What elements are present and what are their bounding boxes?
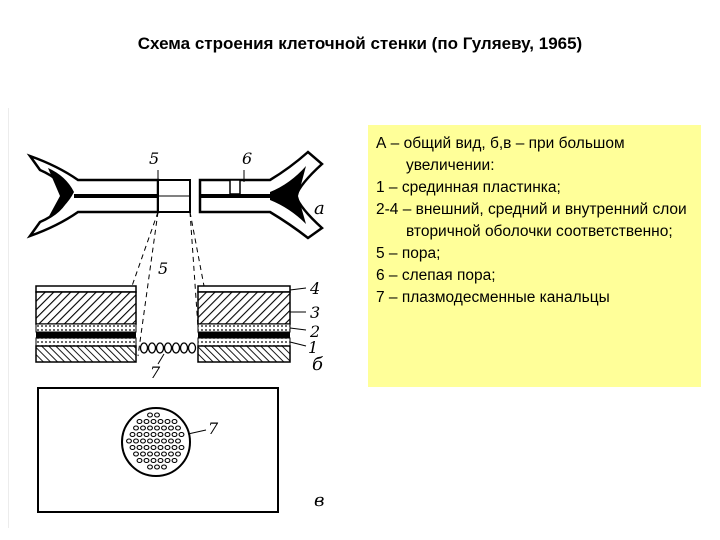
plasmodesma-hole [137,459,142,463]
plasmodesma-hole [172,446,177,450]
plasmodesma-hole [165,420,170,424]
plasmodesma-hole [151,446,156,450]
label-5-mid: 5 [158,259,169,278]
plasmodesma-hole [137,433,142,437]
plasmodesma-hole [134,426,139,430]
pore-face-view [38,388,278,512]
plasmodesma-hole [176,439,181,443]
plasmodesmata-channels [141,343,196,353]
legend-item-a: А – общий вид, б,в – при большом увеличении: [376,135,625,174]
plasmodesma-hole [130,446,135,450]
plasmodesma-hole [151,433,156,437]
plasmodesma-hole [176,452,181,456]
label-a: а [314,198,325,219]
plasmodesma-hole [162,426,167,430]
plasmodesma-hole [169,439,174,443]
plasmodesma-hole [169,452,174,456]
plasmodesma-hole [137,446,142,450]
plasmodesma-hole [148,452,153,456]
plasmodesma-hole [155,439,160,443]
legend-item-1: 1 – срединная пластинка; [376,179,561,196]
plasmodesma-hole [179,433,184,437]
label-b: б [312,354,323,375]
plasmodesma-hole [148,439,153,443]
plasmodesma-hole [165,459,170,463]
plasmodesma-hole [155,413,160,417]
label-7-mid: 7 [150,363,161,382]
plasmodesma-hole [141,452,146,456]
legend-item-6: 6 – слепая пора; [376,267,496,284]
legend-item-2-4: 2-4 – внешний, средний и внутренний слои вторичной оболочки соответственно; [376,201,687,240]
plasmodesma-hole [176,426,181,430]
slide-title: Схема строения клеточной стенки (по Гуляеву, 1965) [137,34,583,53]
label-3: 3 [310,303,321,322]
plasmodesma-hole [155,426,160,430]
label-7-bottom: 7 [208,419,219,438]
plasmodesma-hole [165,433,170,437]
plasmodesma-hole [158,433,163,437]
plasmodesma-hole [144,446,149,450]
plasmodesma-hole [137,420,142,424]
plasmodesma-hole [169,426,174,430]
plasmodesma-hole [130,433,135,437]
plasmodesma-hole [172,433,177,437]
plasmodesma-hole [134,452,139,456]
plasmodesma-hole [155,465,160,469]
plasmodesma-hole [148,426,153,430]
label-4: 4 [310,279,321,298]
legend-box [368,125,701,387]
label-1: 1 [308,338,319,357]
plasmodesma-hole [179,446,184,450]
cell-wall-figure [8,108,363,528]
plasmodesma-hole [158,459,163,463]
plasmodesma-hole [172,459,177,463]
plasmodesma-hole [162,452,167,456]
label-5-top: 5 [149,149,160,168]
plasmodesma-hole [162,439,167,443]
plasmodesma-hole [144,433,149,437]
plasmodesma-hole [141,439,146,443]
label-2: 2 [310,322,321,341]
plasmodesma-hole [155,452,160,456]
plasmodesma-hole [172,420,177,424]
plasmodesma-hole [148,465,153,469]
plasmodesma-hole [158,446,163,450]
wall-general-view [30,152,322,238]
projection-lines [132,212,204,356]
plasmodesma-hole [134,439,139,443]
plasmodesma-hole [165,446,170,450]
plasmodesma-hole [151,420,156,424]
plasmodesma-hole [158,420,163,424]
legend-item-5: 5 – пора; [376,245,441,262]
plasmodesma-hole [151,459,156,463]
label-v: в [314,490,325,511]
wall-enlarged-section [36,286,290,362]
plasmodesma-hole [148,413,153,417]
legend-item-7: 7 – плазмодесменные канальцы [376,289,610,306]
plasmodesma-hole [144,459,149,463]
plasmodesma-hole [162,465,167,469]
plasmodesma-hole [127,439,132,443]
label-6: 6 [242,149,253,168]
plasmodesma-hole [144,420,149,424]
plasmodesma-hole [141,426,146,430]
